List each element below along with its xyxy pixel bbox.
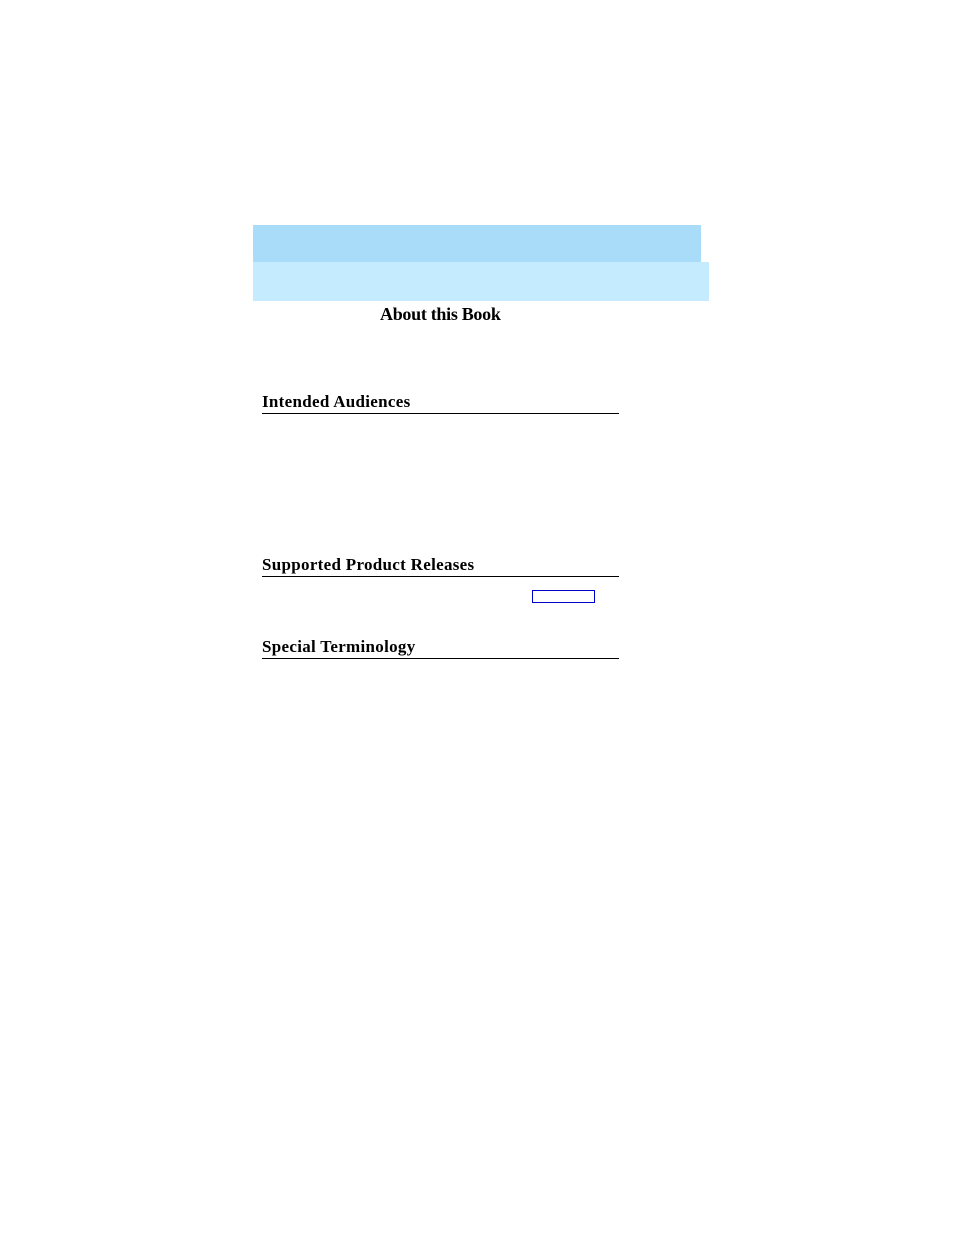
chapter-banner-top bbox=[253, 225, 701, 263]
section-heading-intended-audiences: Intended Audiences bbox=[262, 392, 619, 414]
chapter-title: About this Book bbox=[380, 304, 501, 324]
cross-reference-link[interactable] bbox=[532, 590, 595, 603]
section-heading-supported-product-releases: Supported Product Releases bbox=[262, 555, 619, 577]
chapter-banner-bottom bbox=[253, 262, 709, 301]
section-heading-special-terminology: Special Terminology bbox=[262, 637, 619, 659]
